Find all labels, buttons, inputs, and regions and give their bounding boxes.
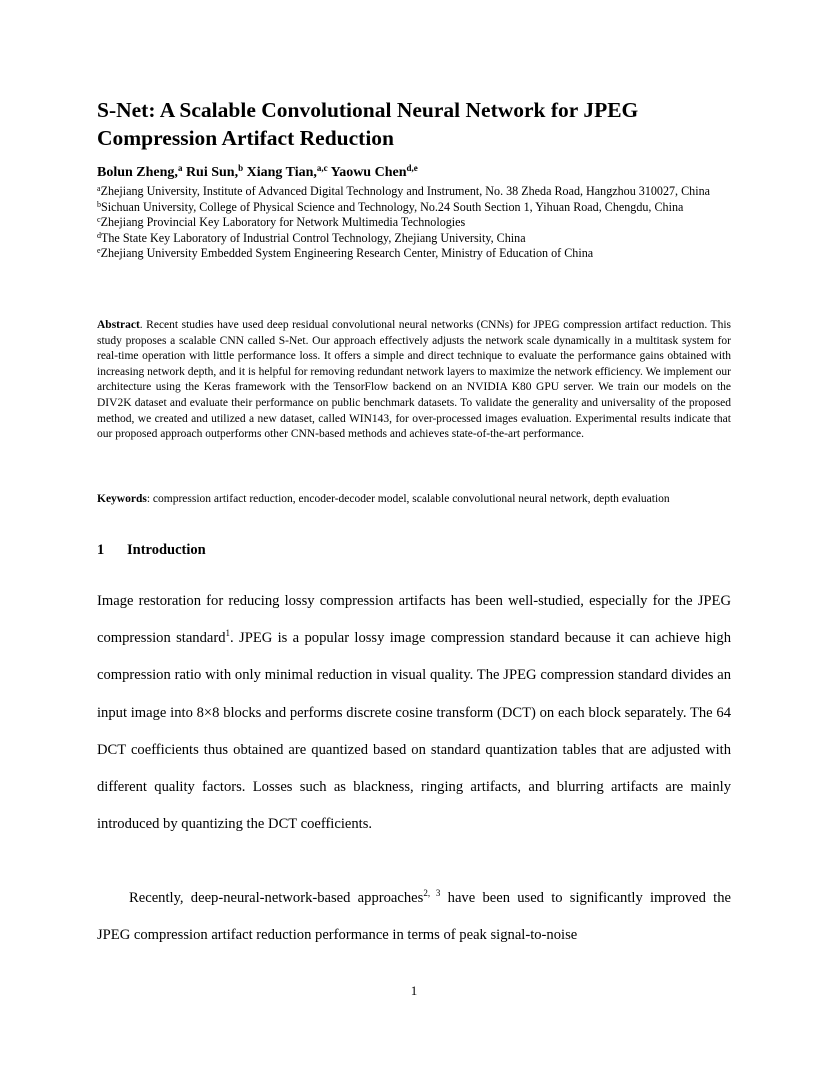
affiliation-mark: c: [97, 215, 101, 225]
body-paragraph: [97, 583, 731, 843]
abstract-text: . Recent studies have used deep residual convolutional neural networks (CNNs) for JPEG compression artifact reduction. This study proposes a scalable CNN called S-Net. Our approach effectively adjusts the network scale dynamically in a multitask system for real-time operation with little performance loss. It offers a simple and direct technique to evaluate the performance gains obtained with increasing network depth, and it is helpful for removing redundant network layers to maximize the network efficiency. We implement our architecture using the Keras framework with the TensorFlow backend on an NVIDIA K80 GPU server. We train our models on the DIV2K dataset and evaluate their performance on public benchmark datasets. To validate the generality and universality of the proposed method, we created and utilized a new dataset, called WIN143, for over-processed images evaluation. Experimental results indicate that our proposed approach outperforms other CNN-based methods and achieves state-of-the-art performance.: [97, 319, 731, 441]
section-number: 1: [97, 542, 105, 558]
paragraph-text: . JPEG is a popular lossy image compression standard because it can achieve high compression ratio with only minimal reduction in visual quality. The JPEG compression standard divides an input image into 8×8 blocks and performs discrete cosine transform (DCT) on each block separately. The 64 DCT coefficients thus obtained are quantized based on standard quantization tables that are adjusted with different quality factors. Losses such as blackness, ringing artifacts, and blurring artifacts are mainly introduced by quantizing the DCT coefficients.: [97, 630, 731, 833]
author-name: Rui Sun,: [185, 165, 239, 180]
affiliation-text: Zhejiang Provincial Key Laboratory for Network Multimedia Technologies: [100, 215, 466, 230]
affiliation-list: [97, 184, 733, 262]
section-heading: [97, 540, 206, 560]
keywords-text: : compression artifact reduction, encoder-decoder model, scalable convolutional neural network, depth evaluation: [146, 493, 670, 505]
abstract: [97, 318, 731, 443]
paragraph-text: Image restoration for reducing lossy compression artifacts has been well-studied, especially for the JPEG compression standard: [97, 593, 731, 647]
affiliation-item: [97, 215, 733, 231]
affiliation-text: Sichuan University, College of Physical Science and Technology, No.24 South Section 1, Yihuan Road, Chengdu, China: [101, 199, 684, 214]
keywords-label: Keywords: [97, 493, 147, 505]
affiliation-item: [97, 200, 733, 216]
author-affil-mark: a: [177, 163, 183, 173]
author-name: Bolun Zheng,: [97, 165, 178, 180]
author-name: Yaowu Chen: [330, 165, 407, 180]
affiliation-mark: b: [97, 199, 101, 209]
abstract-label: Abstract: [97, 319, 140, 331]
affiliation-mark: d: [97, 230, 101, 240]
author-name: Xiang Tian,: [246, 165, 317, 180]
paragraph-text: Recently, deep-neural-network-based approaches: [129, 890, 424, 906]
affiliation-text: Zhejiang University Embedded System Engineering Research Center, Ministry of Education of China: [100, 246, 594, 261]
author-affil-mark: d,e: [406, 163, 418, 173]
citation-mark: 2, 3: [423, 888, 441, 898]
author-list: [97, 163, 737, 183]
affiliation-text: Zhejiang University, Institute of Advanced Digital Technology and Instrument, No. 38 Zheda Road, Hangzhou 310027, China: [100, 184, 710, 198]
body-paragraph: [97, 880, 731, 954]
author-affil-mark: a,c: [316, 163, 328, 173]
paragraph-text: have been used to significantly improved the JPEG compression artifact reduction performance in terms of peak signal-to-noise: [97, 890, 731, 944]
affiliation-item: [97, 246, 733, 262]
affiliation-mark: e: [97, 246, 101, 256]
citation-mark: 1: [225, 628, 231, 639]
affiliation-text: The State Key Laboratory of Industrial Control Technology, Zhejiang University, China: [101, 230, 526, 245]
author-affil-mark: b: [238, 163, 244, 173]
affiliation-mark: a: [97, 184, 101, 193]
paper-title: S-Net: A Scalable Convolutional Neural Network for JPEG Compression Artifact Reduction: [97, 98, 639, 150]
affiliation-item: [97, 184, 733, 200]
affiliation-item: [97, 231, 733, 247]
keywords: [97, 492, 731, 508]
page-number: 1: [410, 983, 418, 998]
section-title: Introduction: [127, 542, 206, 558]
